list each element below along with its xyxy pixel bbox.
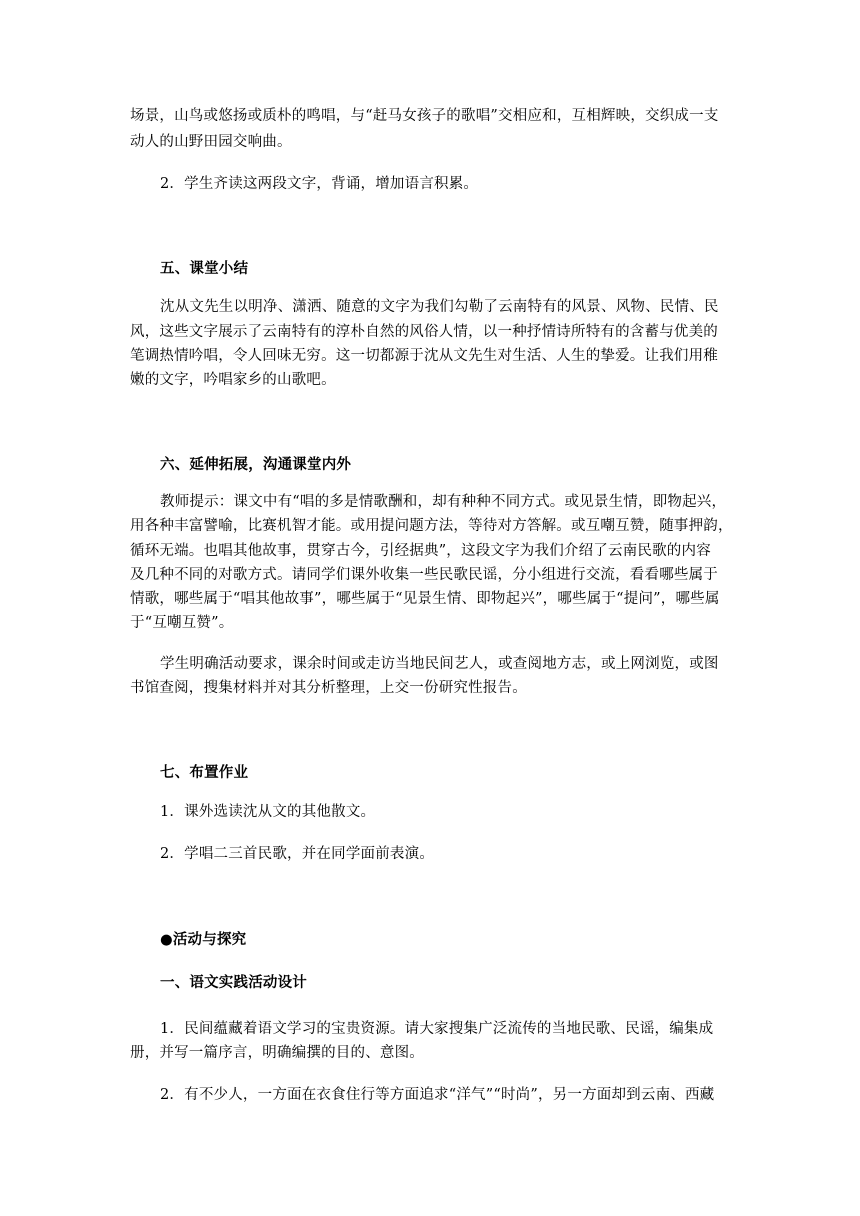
paragraph-line: 册，并写一篇序言，明确编撰的目的、意图。 [130,1045,424,1061]
section-heading: 一、语文实践活动设计 [160,974,307,991]
paragraph-line: 用各种丰富譬喻，比赛机智才能。或用提问题方法，等待对方答解。或互嘲互赞，随事押韵， [130,518,733,534]
paragraph: 2．学唱二三首民歌，并在同学面前表演。 [160,846,435,862]
paragraph-line: 教师提示：课文中有“唱的多是情歌酬和，却有种种不同方式。或见景生情，即物起兴， [160,494,727,510]
paragraph-line: 嫩的文字，吟唱家乡的山歌吧。 [130,372,336,388]
paragraph-line: 及几种不同的对歌方式。请同学们课外收集一些民歌民谣，分小组进行交流，看看哪些属于 [130,567,718,583]
section-heading: 七、布置作业 [160,764,249,781]
paragraph-line: 笔调热情吟唱，令人回味无穷。这一切都源于沈从文先生对生活、人生的挚爱。让我们用稚 [130,348,718,364]
paragraph-line: 1．民间蕴藏着语文学习的宝贵资源。请大家搜集广泛流传的当地民歌、民谣，编集成 [160,1021,714,1037]
paragraph-line: 书馆查阅，搜集材料并对其分析整理，上交一份研究性报告。 [130,680,527,696]
paragraph: 2．学生齐读这两段文字，背诵，增加语言积累。 [160,176,479,192]
paragraph-line: 情歌，哪些属于“唱其他故事”，哪些属于“见景生情、即物起兴”，哪些属于“提问”，哪些属 [130,591,720,607]
section-heading: 六、延伸拓展，沟通课堂内外 [160,456,352,473]
paragraph: 1．课外选读沈从文的其他散文。 [160,804,376,820]
section-heading: ●活动与探究 [160,931,247,948]
paragraph: 2．有不少人，一方面在衣食住行等方面追求“洋气”“时尚”，另一方面却到云南、西藏 [160,1087,715,1103]
paragraph-line: 风，这些文字展示了云南特有的淳朴自然的风俗人情，以一种抒情诗所特有的含蓄与优美的 [130,324,718,340]
paragraph-line: 场景，山鸟或悠扬或质朴的鸣唱，与“赶马女孩子的歌唱”交相应和，互相辉映，交织成一支 [130,108,719,124]
paragraph-line: 学生明确活动要求，课余时间或走访当地民间艺人，或查阅地方志，或上网浏览，或图 [160,656,719,672]
paragraph-line: 于“互嘲互赞”。 [130,615,234,631]
paragraph-line: 沈从文先生以明净、潇洒、随意的文字为我们勾勒了云南特有的风景、风物、民情、民 [160,299,719,315]
paragraph-line: 动人的山野田园交响曲。 [130,134,292,150]
section-heading: 五、课堂小结 [160,260,249,277]
paragraph-line: 循环无端。也唱其他故事，贯穿古今，引经据典”，这段文字为我们介绍了云南民歌的内容 [130,543,711,559]
